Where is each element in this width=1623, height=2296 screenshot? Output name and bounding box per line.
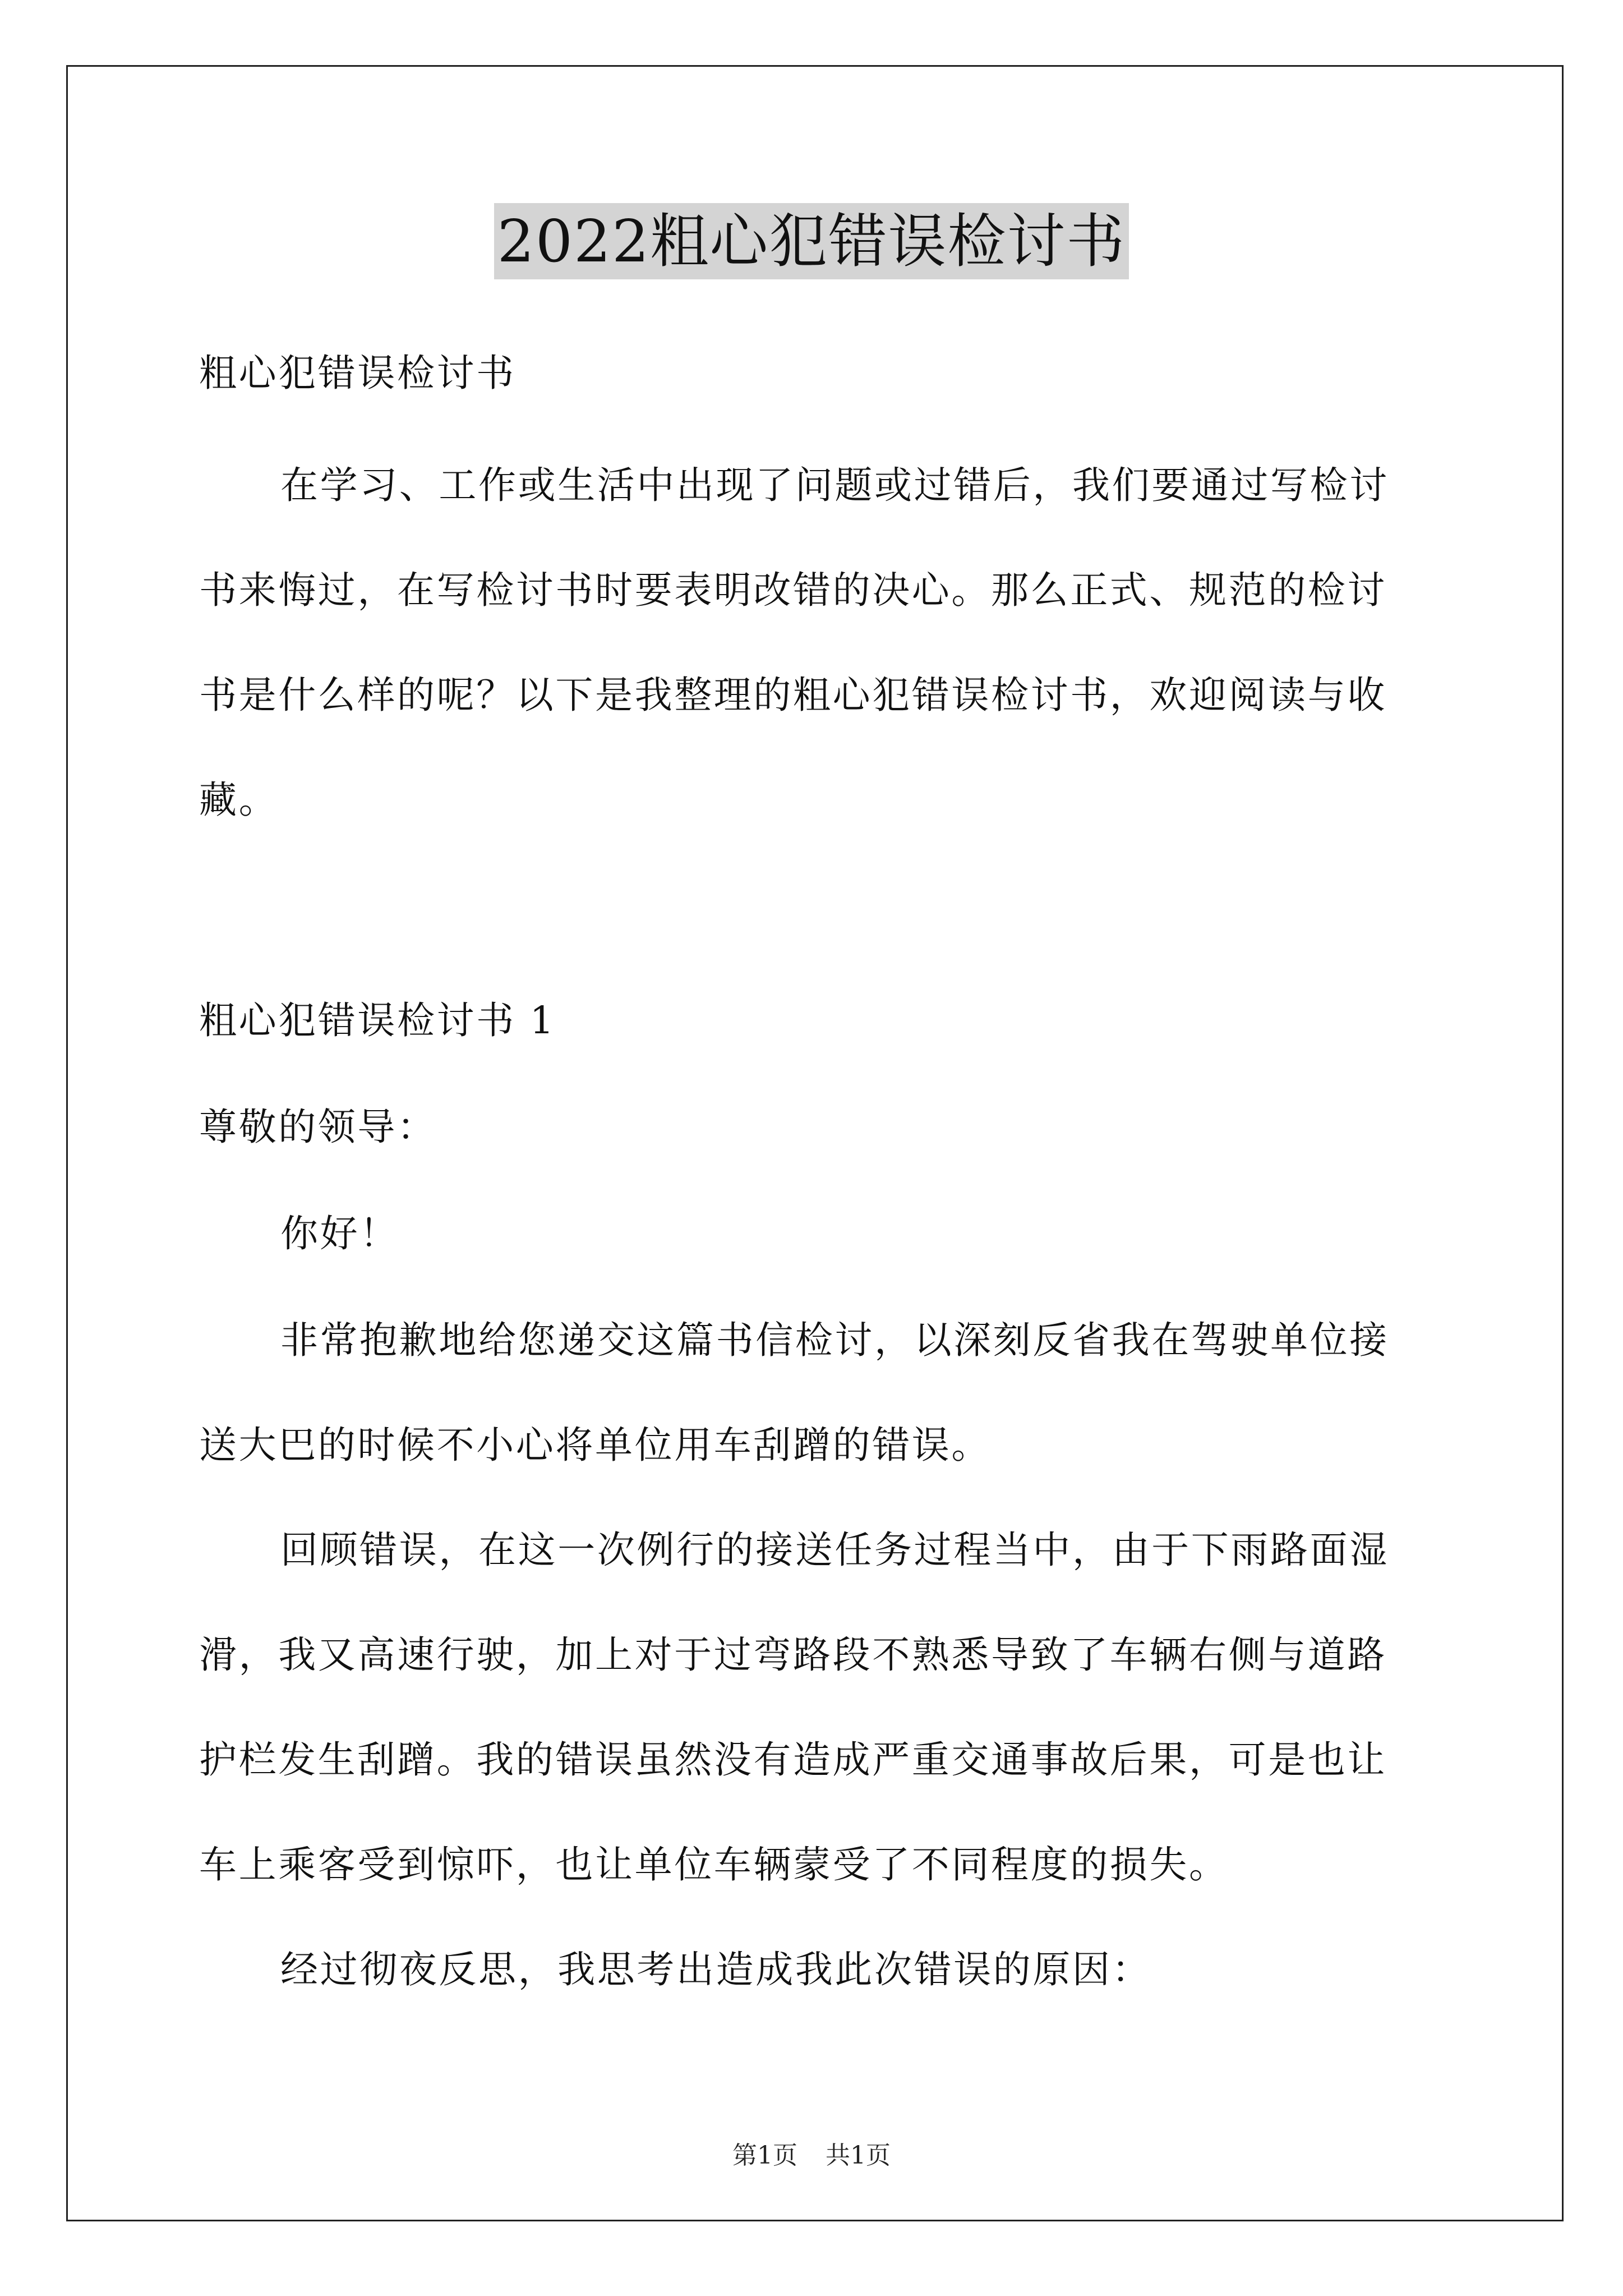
salutation: 尊敬的领导：	[199, 1105, 437, 1149]
page-number-total: 共1页	[826, 2141, 891, 2170]
intro-line-4: 藏。	[199, 778, 279, 822]
page-number-current: 第1页	[732, 2141, 797, 2170]
section-heading: 粗心犯错误检讨书 1	[199, 999, 556, 1042]
para2-line-1: 回顾错误，在这一次例行的接送任务过程当中，由于下雨路面湿	[280, 1528, 1389, 1572]
para1-line-1: 非常抱歉地给您递交这篇书信检讨，以深刻反省我在驾驶单位接	[280, 1318, 1389, 1362]
document-subtitle: 粗心犯错误检讨书	[199, 351, 516, 395]
intro-line-1: 在学习、工作或生活中出现了问题或过错后，我们要通过写检讨	[280, 463, 1389, 507]
page-footer	[0, 2139, 1623, 2173]
intro-line-2: 书来悔过，在写检讨书时要表明改错的决心。那么正式、规范的检讨	[199, 568, 1387, 612]
greeting: 你好！	[280, 1212, 399, 1255]
document-title: 2022粗心犯错误检讨书	[494, 203, 1129, 279]
intro-line-3: 书是什么样的呢？以下是我整理的粗心犯错误检讨书，欢迎阅读与收	[199, 673, 1387, 717]
para3-line-1: 经过彻夜反思，我思考出造成我此次错误的原因：	[280, 1948, 1152, 1991]
para1-line-2: 送大巴的时候不小心将单位用车刮蹭的错误。	[199, 1423, 991, 1467]
para2-line-4: 车上乘客受到惊吓，也让单位车辆蒙受了不同程度的损失。	[199, 1843, 1229, 1887]
title-wrap	[0, 203, 1623, 279]
para2-line-3: 护栏发生刮蹭。我的错误虽然没有造成严重交通事故后果，可是也让	[199, 1738, 1387, 1782]
para2-line-2: 滑，我又高速行驶，加上对于过弯路段不熟悉导致了车辆右侧与道路	[199, 1633, 1387, 1677]
